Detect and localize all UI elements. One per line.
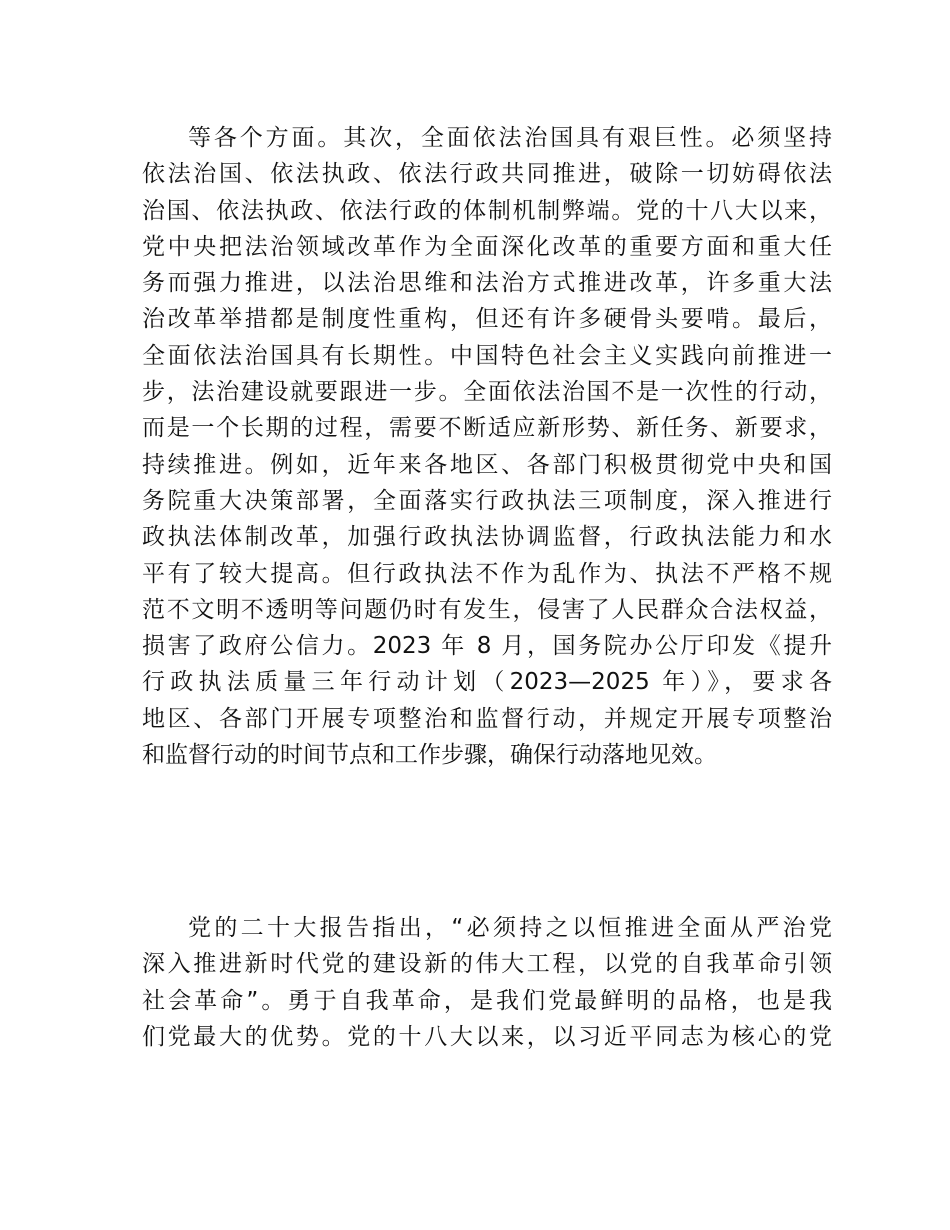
paragraph-line: 务院重大决策部署，全面落实行政执法三项制度，深入推进行 xyxy=(142,487,832,514)
paragraph-line: 务而强力推进，以法治思维和法治方式推进改革，许多重大法 xyxy=(142,270,832,297)
paragraph-line: 等各个方面。其次，全面依法治国具有艰巨性。必须坚持 xyxy=(188,125,832,151)
paragraph-line: 损害了政府公信力。2023 年 8 月，国务院办公厅印发《提升 xyxy=(142,633,832,660)
paragraph-line: 而是一个长期的过程，需要不断适应新形势、新任务、新要求， xyxy=(142,415,832,442)
paragraph-line: 范不文明不透明等问题仍时有发生，侵害了人民群众合法权益， xyxy=(142,596,832,623)
paragraph-line: 步，法治建设就要跟进一步。全面依法治国不是一次性的行动， xyxy=(142,379,832,406)
paragraph-line: 地区、各部门开展专项整治和监督行动，并规定开展专项整治 xyxy=(142,705,832,732)
paragraph-line: 治改革举措都是制度性重构，但还有许多硬骨头要啃。最后， xyxy=(142,306,832,333)
paragraph-line: 们党最大的优势。党的十八大以来，以习近平同志为核心的党 xyxy=(142,1023,832,1050)
paragraph-line: 平有了较大提高。但行政执法不作为乱作为、执法不严格不规 xyxy=(142,560,832,587)
paragraph-line: 党中央把法治领域改革作为全面深化改革的重要方面和重大任 xyxy=(142,233,832,260)
paragraph-line: 党的二十大报告指出，“必须持之以恒推进全面从严治党 xyxy=(188,915,832,941)
paragraph-line: 和监督行动的时间节点和工作步骤，确保行动落地见效。 xyxy=(142,742,717,769)
paragraph-line: 全面依法治国具有长期性。中国特色社会主义实践向前推进一 xyxy=(142,342,832,369)
paragraph-line: 持续推进。例如，近年来各地区、各部门积极贯彻党中央和国 xyxy=(142,451,832,478)
paragraph-2 xyxy=(142,910,832,1055)
paragraph-line: 政执法体制改革，加强行政执法协调监督，行政执法能力和水 xyxy=(142,524,832,551)
paragraph-line: 深入推进新时代党的建设新的伟大工程，以党的自我革命引领 xyxy=(142,951,832,978)
paragraph-line: 依法治国、依法执政、依法行政共同推进，破除一切妨碍依法 xyxy=(142,161,832,188)
paragraph-line: 行政执法质量三年行动计划（2023—2025 年）》，要求各 xyxy=(142,669,832,696)
paragraph-line: 社会革命”。勇于自我革命，是我们党最鲜明的品格，也是我 xyxy=(142,987,832,1014)
paragraph-1 xyxy=(142,120,832,773)
paragraph-line: 治国、依法执政、依法行政的体制机制弊端。党的十八大以来， xyxy=(142,197,832,224)
